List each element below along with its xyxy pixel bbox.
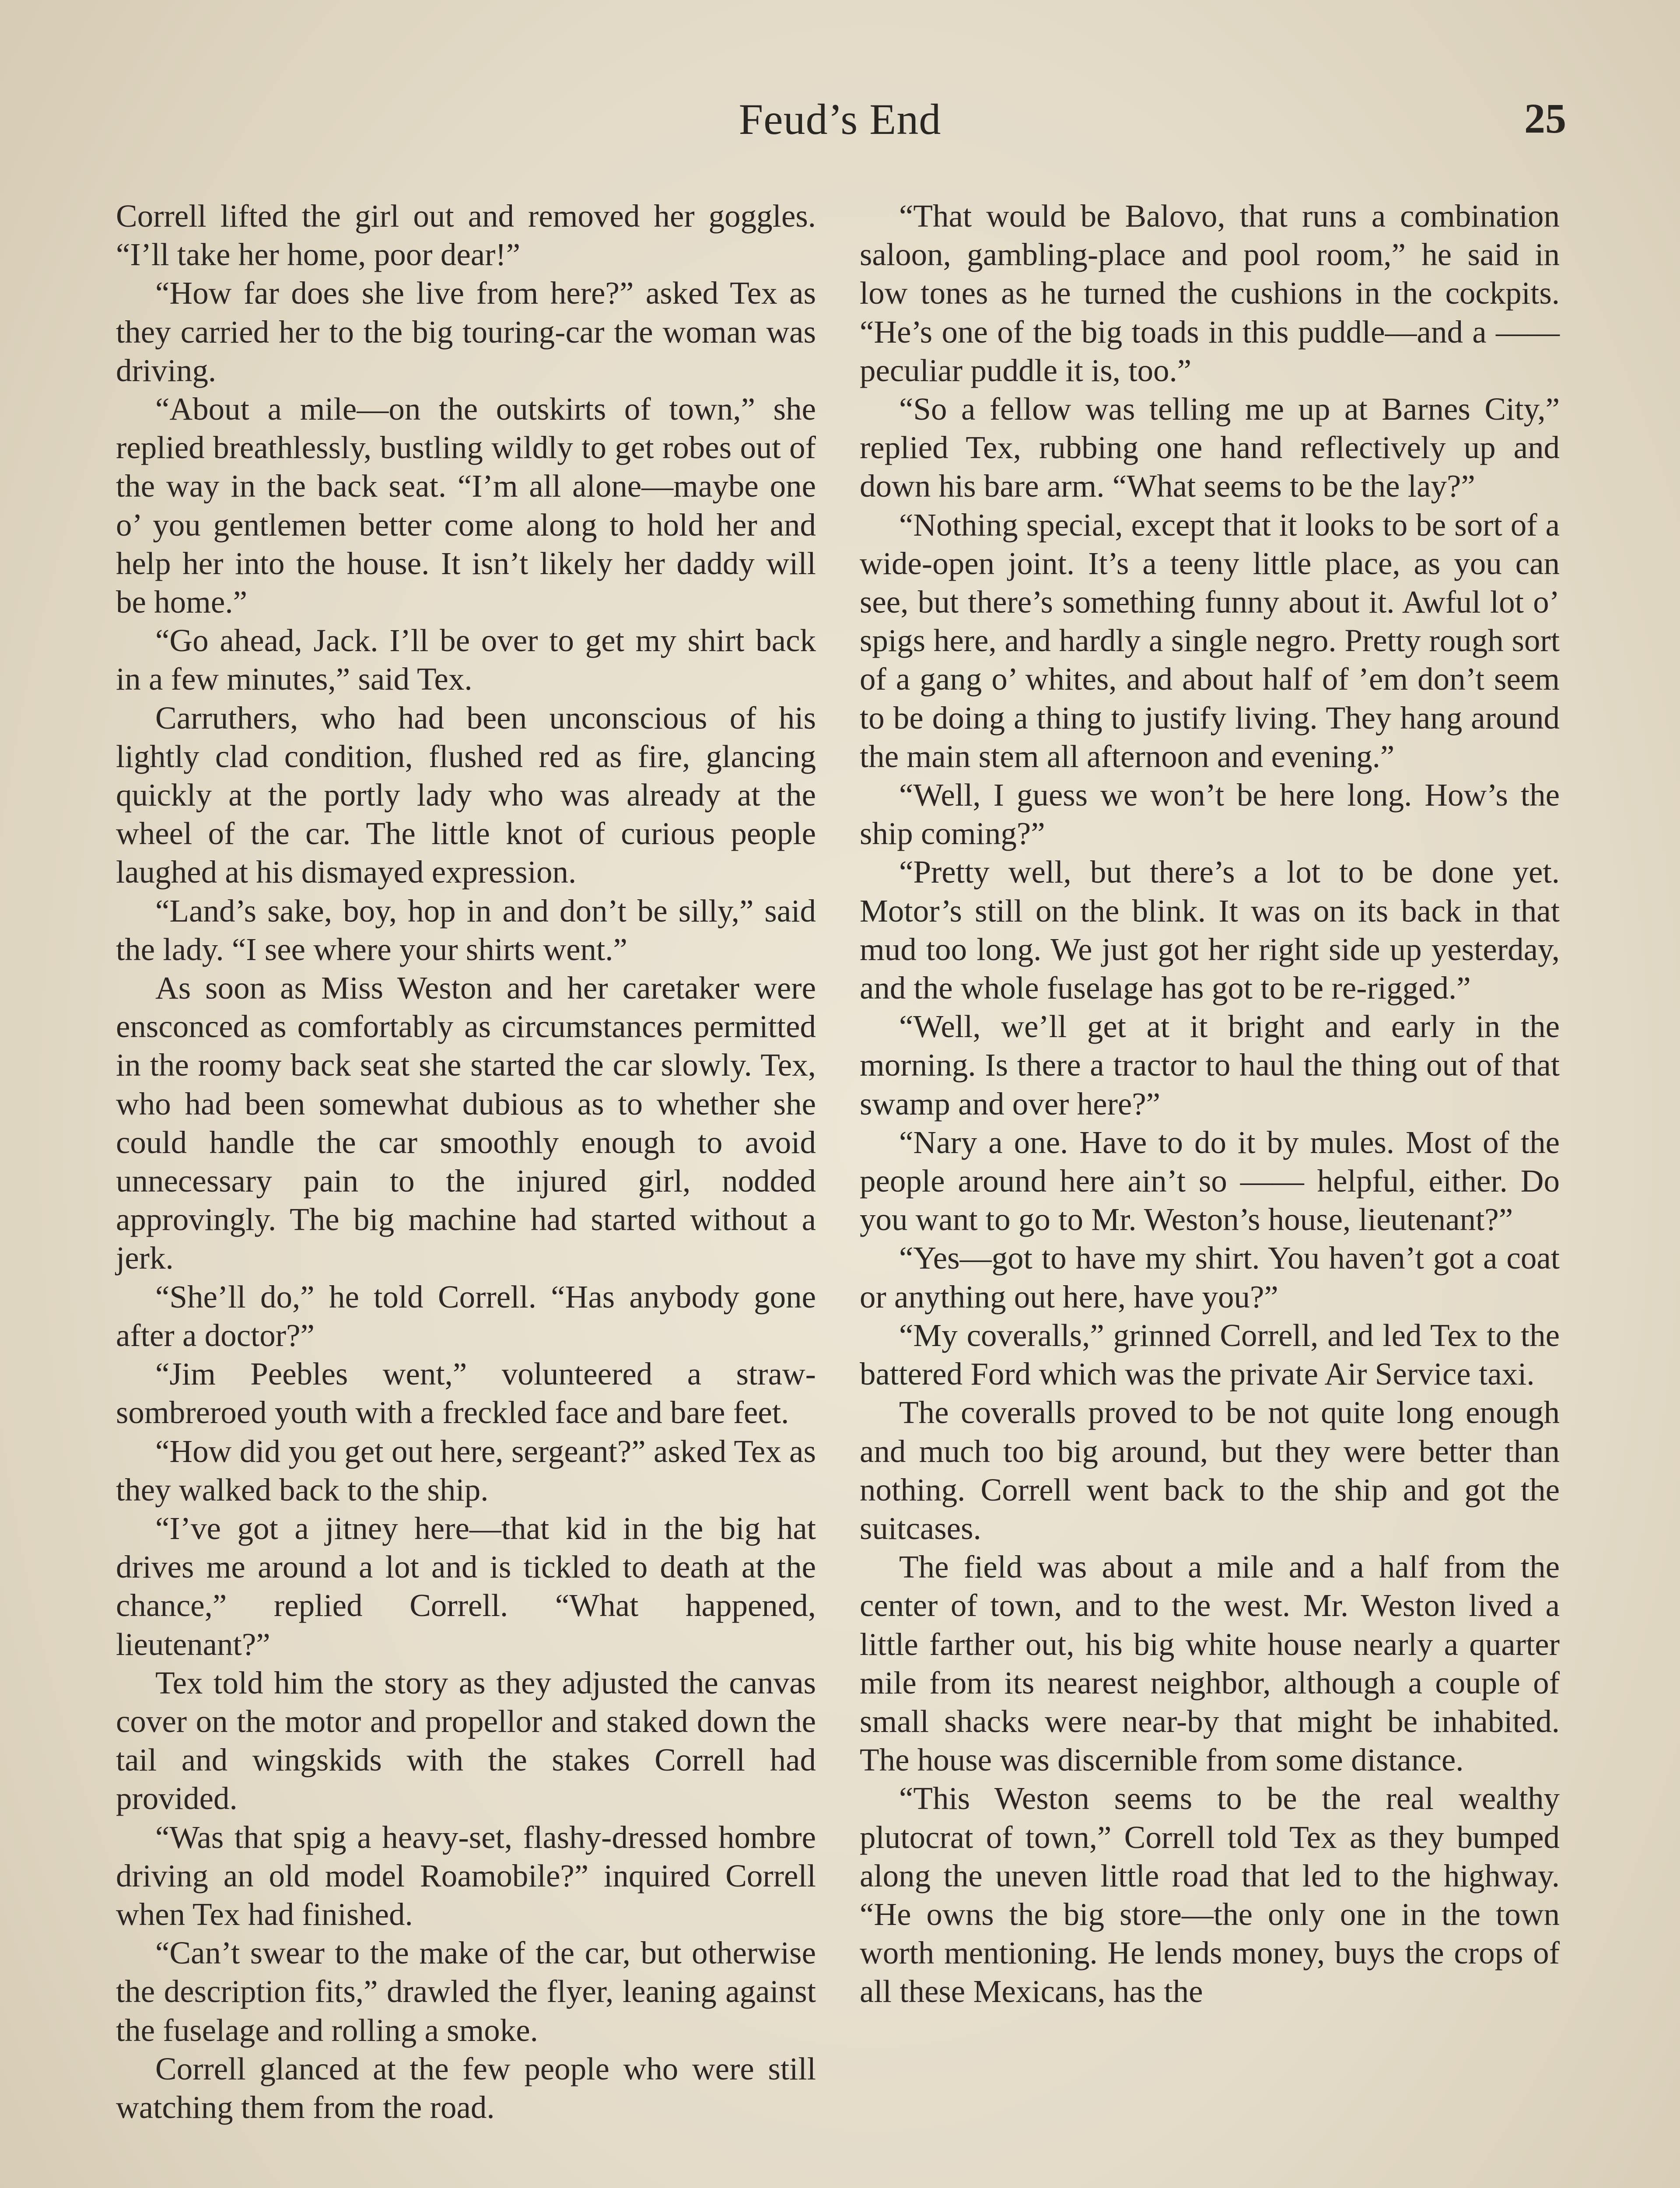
paragraph: “Nary a one. Have to do it by mules. Most of the people around here ain’t so —— helpful, either. Do you want to go to Mr. Weston’s house, lieutenant?” <box>860 1124 1560 1238</box>
paragraph: “About a mile—on the outskirts of town,” she replied breathlessly, bustling wildly to get robes out of the way in the back seat. “I’m all alone—maybe one o’ you gentlemen better come along to hold her and help her into the house. It isn’t likely her daddy will be home.” <box>116 391 816 620</box>
paragraph: “She’ll do,” he told Correll. “Has anybody gone after a doctor?” <box>116 1279 816 1353</box>
paragraph: “Land’s sake, boy, hop in and don’t be silly,” said the lady. “I see where your shirts went.” <box>116 893 816 967</box>
paragraph: The coveralls proved to be not quite long enough and much too big around, but they were better than nothing. Correll went back to the ship and got the suitcases. <box>860 1395 1560 1546</box>
paragraph: “That would be Balovo, that runs a combination saloon, gambling-place and pool room,” he said in low tones as he turned the cushions in the cockpits. “He’s one of the big toads in this puddle—and a —— peculiar puddle it is, too.” <box>860 198 1560 388</box>
paragraph: “Jim Peebles went,” volunteered a straw-sombreroed youth with a freckled face and bare feet. <box>116 1356 816 1431</box>
paragraph: “Was that spig a heavy-set, flashy-dressed hombre driving an old model Roamobile?” inquired Correll when Tex had finished. <box>116 1819 816 1932</box>
paragraph: Carruthers, who had been unconscious of his lightly clad condition, flushed red as fire, glancing quickly at the portly lady who was already at the wheel of the car. The little knot of curious people laughed at his dismayed expression. <box>116 700 816 890</box>
paragraph: “I’ve got a jitney here—that kid in the big hat drives me around a lot and is tickled to death at the chance,” replied Correll. “What happened, lieutenant?” <box>116 1510 816 1662</box>
paragraph: “Go ahead, Jack. I’ll be over to get my shirt back in a few minutes,” said Tex. <box>116 623 816 697</box>
paragraph: “This Weston seems to be the real wealthy plutocrat of town,” Correll told Tex as they bumped along the uneven little road that led to the highway. “He owns the big store—the only one in the town worth mentioning. He lends money, buys the crops of all these Mexicans, has the <box>860 1781 1560 2009</box>
paragraph: “Well, we’ll get at it bright and early in the morning. Is there a tractor to haul the thing out of that swamp and over here?” <box>860 1009 1560 1122</box>
paragraph: “How did you get out here, sergeant?” asked Tex as they walked back to the ship. <box>116 1433 816 1508</box>
right-column <box>860 197 1560 2011</box>
paragraph: The field was about a mile and a half from the center of town, and to the west. Mr. Weston lived a little farther out, his big white house nearly a quarter mile from its nearest neighbor, although a couple of small shacks were near-by that might be inhabited. The house was discernible from some distance. <box>860 1549 1560 1778</box>
paragraph: “Well, I guess we won’t be here long. How’s the ship coming?” <box>860 777 1560 852</box>
paragraph: Correll glanced at the few people who were still watching them from the road. <box>116 2051 816 2125</box>
paragraph: As soon as Miss Weston and her caretaker were ensconced as comfortably as circumstances permitted in the roomy back seat she started the car slowly. Tex, who had been somewhat dubious as to whether she could handle the car smoothly enough to avoid unnecessary pain to the injured girl, nodded approvingly. The big machine had started without a jerk. <box>116 970 816 1276</box>
paragraph: “My coveralls,” grinned Correll, and led Tex to the battered Ford which was the private Air Service taxi. <box>860 1317 1560 1392</box>
paragraph: Tex told him the story as they adjusted the canvas cover on the motor and propellor and staked down the tail and wingskids with the stakes Correll had provided. <box>116 1665 816 1816</box>
page-number: 25 <box>1524 95 1566 142</box>
paragraph: “Nothing special, except that it looks to be sort of a wide-open joint. It’s a teeny little place, as you can see, but there’s something funny about it. Awful lot o’ spigs here, and hardly a single negro. Pretty rough sort of a gang o’ whites, and about half of ’em don’t seem to be doing a thing to justify living. They hang around the main stem all afternoon and evening.” <box>860 507 1560 774</box>
left-column <box>116 197 816 2127</box>
paragraph: “How far does she live from here?” asked Tex as they carried her to the big touring-car the woman was driving. <box>116 275 816 388</box>
page-header <box>114 94 1566 160</box>
paragraph: “Yes—got to have my shirt. You haven’t got a coat or anything out here, have you?” <box>860 1240 1560 1315</box>
paragraph: “Can’t swear to the make of the car, but otherwise the description fits,” drawled the flyer, leaning against the fuselage and rolling a smoke. <box>116 1935 816 2048</box>
paragraph: Correll lifted the girl out and removed her goggles. “I’ll take her home, poor dear!” <box>116 198 816 273</box>
running-title: Feud’s End <box>738 95 942 144</box>
paragraph: “Pretty well, but there’s a lot to be done yet. Motor’s still on the blink. It was on its back in that mud too long. We just got her right side up yesterday, and the whole fuselage has got to be re-rigged.” <box>860 854 1560 1006</box>
paragraph: “So a fellow was telling me up at Barnes City,” replied Tex, rubbing one hand reflectively up and down his bare arm. “What seems to be the lay?” <box>860 391 1560 504</box>
